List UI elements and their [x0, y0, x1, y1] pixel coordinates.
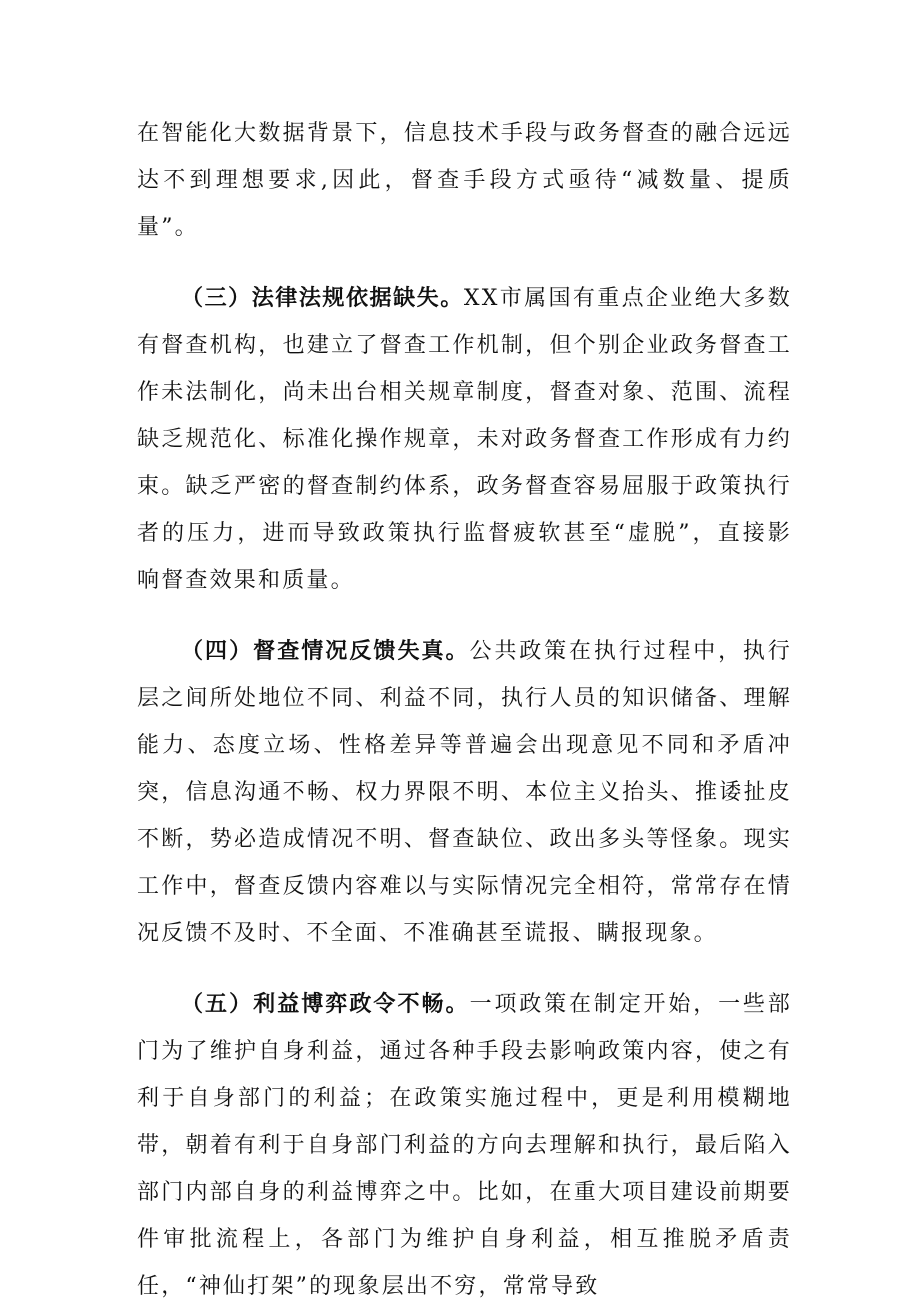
paragraph-text: XX市属国有重点企业绝大多数有督查机构，也建立了督查工作机制，但个别企业政务督查工作未法制化，尚未出台相关规章制度，督查对象、范围、流程缺乏规范化、标准化操作规章，未对政务督查工作形成有力约束。缺乏严密的督查制约体系，政务督查容易屈服于政策执行者的压力，进而导致政策执行监督疲软甚至“虚脱”，直接影响督查效果和质量。 [137, 286, 792, 593]
section-heading: （三）法律法规依据缺失。 [181, 286, 464, 311]
paragraph-section-4 [137, 628, 792, 957]
paragraph-text: 在智能化大数据背景下，信息技术手段与政务督查的融合远远达不到理想要求,因此，督查手段方式亟待“减数量、提质量”。 [137, 121, 792, 240]
paragraph-text: 公共政策在执行过程中，执行层之间所处地位不同、利益不同，执行人员的知识储备、理解能力、态度立场、性格差异等普遍会出现意见不同和矛盾冲突，信息沟通不畅、权力界限不明、本位主义抬头、推诿扯皮不断，势必造成情况不明、督查缺位、政出多头等怪象。现实工作中，督查反馈内容难以与实际情况完全相符，常常存在情况反馈不及时、不全面、不准确甚至谎报、瞒报现象。 [137, 639, 792, 946]
section-heading: （五）利益博弈政令不畅。 [181, 992, 470, 1017]
paragraph-section-5 [137, 981, 792, 1310]
paragraph-text: 一项政策在制定开始，一些部门为了维护自身利益，通过各种手段去影响政策内容，使之有利于自身部门的利益；在政策实施过程中，更是利用模糊地带，朝着有利于自身部门利益的方向去理解和执行，最后陷入部门内部自身的利益博弈之中。比如，在重大项目建设前期要件审批流程上，各部门为维护自身利益，相互推脱矛盾责任，“神仙打架”的现象层出不穷，常常导致 [137, 992, 792, 1299]
paragraph-continuation [137, 110, 792, 251]
section-heading: （四）督查情况反馈失真。 [181, 639, 470, 664]
paragraph-section-3 [137, 275, 792, 604]
